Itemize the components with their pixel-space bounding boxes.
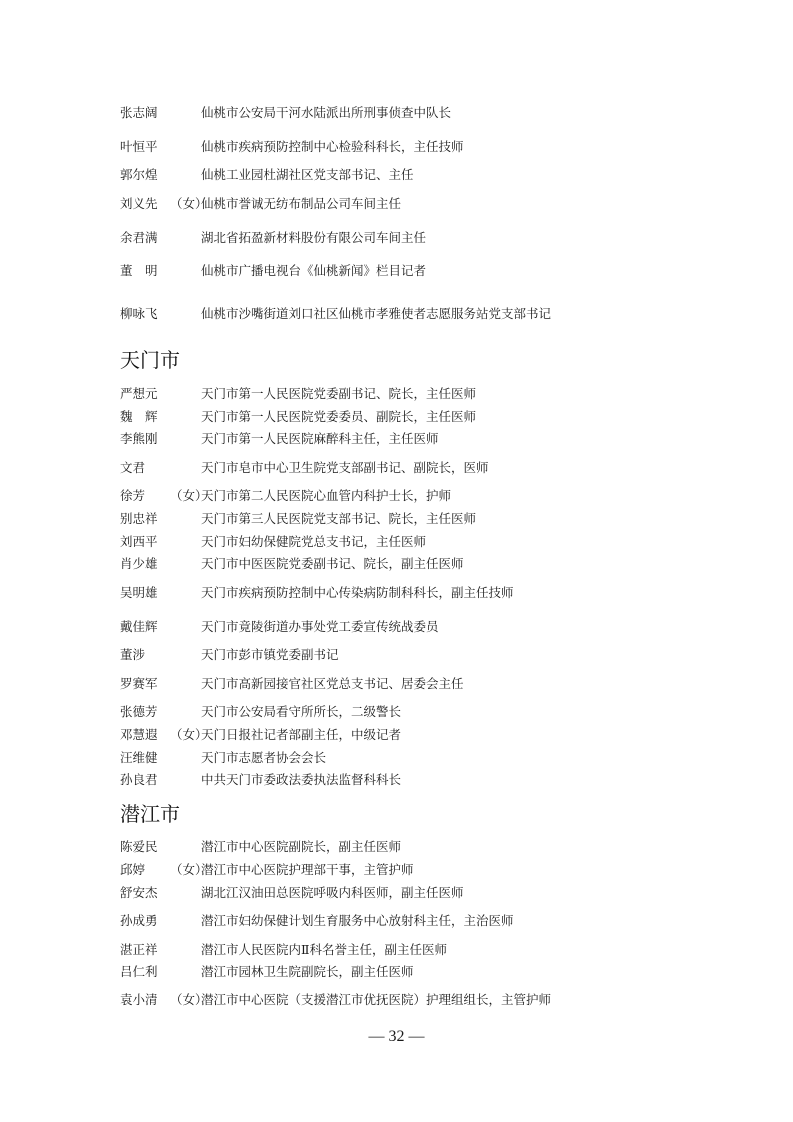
person-name: 孙良君: [120, 772, 158, 787]
position-description: 仙桃市誉诚无纺布制品公司车间主任: [201, 196, 402, 211]
page-number: — 32 —: [368, 1028, 425, 1045]
position-description: 潜江市园林卫生院副院长，副主任医师: [201, 964, 414, 979]
position-description: 天门市第一人民医院麻醉科主任，主任医师: [201, 431, 439, 446]
section-heading: 天门市: [120, 348, 180, 372]
position-description: 仙桃市公安局干河水陆派出所刑事侦查中队长: [201, 105, 452, 120]
person-name: 张志阔: [120, 105, 158, 120]
person-name: 吴明雄: [120, 585, 158, 600]
position-description: 湖北江汉油田总医院呼吸内科医师，副主任医师: [201, 885, 464, 900]
position-description: 仙桃市广播电视台《仙桃新闻》栏目记者: [201, 263, 427, 278]
position-description: 天门日报社记者部副主任，中级记者: [201, 727, 402, 742]
gender-note: （女）: [170, 992, 208, 1007]
gender-note: （女）: [170, 488, 208, 503]
position-description: 天门市彭市镇党委副书记: [201, 647, 339, 662]
person-name: 戴佳辉: [120, 619, 158, 634]
position-description: 潜江市人民医院内Ⅱ科名誉主任，副主任医师: [201, 942, 447, 957]
person-name: 罗赛军: [120, 676, 158, 691]
gender-note: （女）: [170, 196, 208, 211]
person-name: 邓慧遐: [120, 727, 158, 742]
person-name: 汪维健: [120, 750, 158, 765]
position-description: 潜江市中心医院（支援潜江市优抚医院）护理组组长，主管护师: [201, 992, 552, 1007]
person-name: 袁小清: [120, 992, 158, 1007]
person-name: 刘西平: [120, 534, 158, 549]
person-name: 严想元: [120, 386, 158, 401]
person-name: 湛正祥: [120, 942, 158, 957]
position-description: 潜江市中心医院护理部干事，主管护师: [201, 862, 414, 877]
position-description: 天门市第二人民医院心血管内科护士长，护师: [201, 488, 452, 503]
person-name: 魏 辉: [120, 409, 158, 424]
position-description: 仙桃工业园杜湖社区党支部书记、主任: [201, 167, 414, 182]
position-description: 仙桃市沙嘴街道刘口社区仙桃市孝雅使者志愿服务站党支部书记: [201, 306, 552, 321]
person-name: 陈爱民: [120, 839, 158, 854]
section-heading: 潜江市: [120, 802, 180, 826]
person-name: 董涉: [120, 647, 146, 662]
position-description: 仙桃市疾病预防控制中心检验科科长，主任技师: [201, 139, 464, 154]
person-name: 吕仁利: [120, 964, 158, 979]
person-name: 柳咏飞: [120, 306, 158, 321]
person-name: 徐芳: [120, 488, 146, 503]
person-name: 叶恒平: [120, 139, 158, 154]
position-description: 潜江市妇幼保健计划生育服务中心放射科主任，主治医师: [201, 913, 514, 928]
person-name: 孙成勇: [120, 913, 158, 928]
person-name: 舒安杰: [120, 885, 158, 900]
person-name: 刘义先: [120, 196, 158, 211]
position-description: 天门市皂市中心卫生院党支部副书记、副院长，医师: [201, 460, 489, 475]
person-name: 余君满: [120, 230, 158, 245]
person-name: 肖少雄: [120, 556, 158, 571]
position-description: 天门市妇幼保健院党总支书记，主任医师: [201, 534, 427, 549]
position-description: 天门市高新园接官社区党总支书记、居委会主任: [201, 676, 464, 691]
position-description: 天门市第三人民医院党支部书记、院长，主任医师: [201, 511, 477, 526]
person-name: 李熊刚: [120, 431, 158, 446]
person-name: 文君: [120, 460, 146, 475]
person-name: 张德芳: [120, 704, 158, 719]
gender-note: （女）: [170, 862, 208, 877]
position-description: 天门市第一人民医院党委委员、副院长，主任医师: [201, 409, 477, 424]
position-description: 湖北省拓盈新材料股份有限公司车间主任: [201, 230, 427, 245]
position-description: 天门市公安局看守所所长，二级警长: [201, 704, 402, 719]
position-description: 天门市志愿者协会会长: [201, 750, 327, 765]
position-description: 天门市第一人民医院党委副书记、院长，主任医师: [201, 386, 477, 401]
person-name: 郭尔煌: [120, 167, 158, 182]
person-name: 董 明: [120, 263, 158, 278]
position-description: 潜江市中心医院副院长，副主任医师: [201, 839, 402, 854]
position-description: 天门市疾病预防控制中心传染病防制科科长，副主任技师: [201, 585, 514, 600]
position-description: 中共天门市委政法委执法监督科科长: [201, 772, 402, 787]
gender-note: （女）: [170, 727, 208, 742]
person-name: 邱婷: [120, 862, 146, 877]
position-description: 天门市竟陵街道办事处党工委宣传统战委员: [201, 619, 439, 634]
person-name: 别忠祥: [120, 511, 158, 526]
position-description: 天门市中医医院党委副书记、院长，副主任医师: [201, 556, 464, 571]
